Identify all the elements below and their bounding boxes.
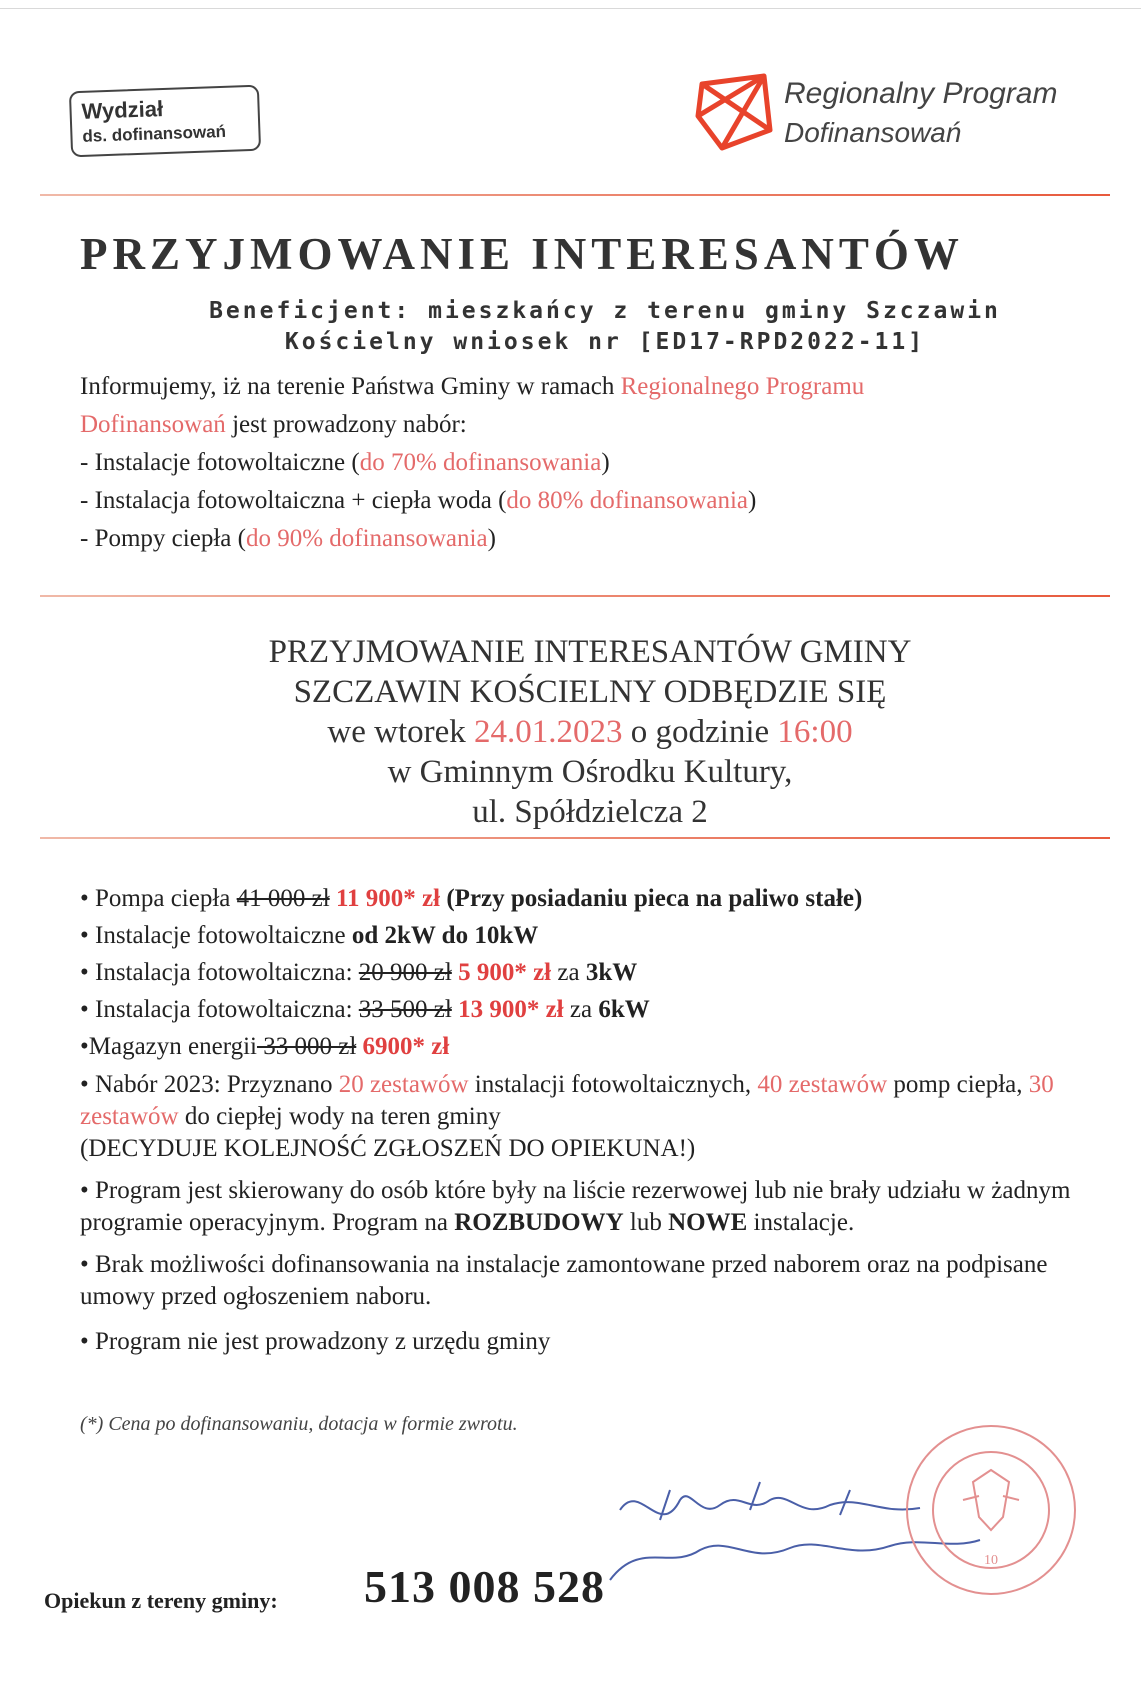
beneficiary-line-1: Beneficjent: mieszkańcy z terenu gminy Szczawin xyxy=(209,298,1001,324)
scan-edge xyxy=(0,8,1141,9)
not-from-office-note: • Program nie jest prowadzony z urzędu gminy xyxy=(80,1328,551,1355)
stamp-line-1: Wydział xyxy=(81,96,164,124)
offer-item: • Instalacja fotowoltaiczna: 20 900 zł 5 900* zł za 3kW xyxy=(80,959,638,986)
meeting-line-3: we wtorek 24.01.2023 o godzinie 16:00 xyxy=(327,714,853,750)
nabor-note: (DECYDUJE KOLEJNOŚĆ ZGŁOSZEŃ DO OPIEKUNA!) xyxy=(80,1135,696,1162)
divider xyxy=(40,595,1110,597)
intro-text-2: jest prowadzony nabór: xyxy=(225,411,467,438)
logo-line-1: Regionalny Program xyxy=(784,77,1058,110)
logo-line-2: Dofinansowań xyxy=(784,117,962,148)
program-logo-text xyxy=(784,74,1057,152)
no-funding-note: • Brak możliwości dofinansowania na instalacje zamontowane przed naborem oraz na podpisane umowy przed ogłoszeniem naboru. xyxy=(80,1251,1048,1310)
meeting-info xyxy=(140,632,1040,832)
page-title: PRZYJMOWANIE INTERESANTÓW xyxy=(80,229,964,279)
program-note: • Program jest skierowany do osób które były na liście rezerwowej lub nie brały udziału w żadnym programie operacyjnym. Program na ROZBUDOWY lub NOWE instalacje. xyxy=(80,1177,1071,1236)
contact-label: Opiekun z tereny gminy: xyxy=(44,1588,278,1613)
offer-item: •Magazyn energii 33 000 zł 6900* zł xyxy=(80,1033,450,1060)
offer-item: • Instalacje fotowoltaiczne od 2kW do 10kW xyxy=(80,922,539,949)
meeting-address: ul. Spółdzielcza 2 xyxy=(472,794,708,830)
divider xyxy=(40,194,1110,196)
meeting-date: 24.01.2023 xyxy=(474,714,623,750)
offer-item: • Pompa ciepła 41 000 zł 11 900* zł (Przy posiadaniu pieca na paliwo stałe) xyxy=(80,885,863,912)
meeting-line-2: SZCZAWIN KOŚCIELNY ODBĘDZIE SIĘ xyxy=(293,674,887,710)
nabor-info: • Nabór 2023: Przyznano 20 zestawów instalacji fotowoltaicznych, 40 zestawów pomp ciepła, 30 zestawów do ciepłej wody na teren gminy xyxy=(80,1071,1054,1130)
contact-phone: 513 008 528 xyxy=(364,1561,605,1612)
meeting-time: 16:00 xyxy=(777,714,853,750)
beneficiary-text xyxy=(130,296,1080,358)
intro-item: - Instalacje fotowoltaiczne (do 70% dofinansowania) xyxy=(80,449,610,476)
intro-item: - Instalacja fotowoltaiczna + ciepła woda (do 80% dofinansowania) xyxy=(80,487,757,514)
program-name-2: Dofinansowań xyxy=(80,411,226,438)
round-seal-icon xyxy=(903,1422,1079,1598)
program-name-1: Regionalnego Programu xyxy=(620,373,865,400)
meeting-line-1: PRZYJMOWANIE INTERESANTÓW GMINY xyxy=(268,634,912,670)
department-stamp xyxy=(69,85,261,158)
offer-list xyxy=(80,880,1120,1360)
intro-item: - Pompy ciepła (do 90% dofinansowania) xyxy=(80,525,496,552)
beneficiary-line-2: Kościelny wniosek nr [ED17-RPD2022-11] xyxy=(284,329,926,355)
seal-number: 10 xyxy=(984,1553,998,1568)
stamp-line-2: ds. dofinansowań xyxy=(82,121,227,146)
intro-text: Informujemy, iż na terenie Państwa Gminy w ramach xyxy=(80,373,621,400)
intro-paragraph xyxy=(80,368,1120,558)
meeting-place: w Gminnym Ośrodku Kultury, xyxy=(387,754,793,790)
divider xyxy=(40,837,1110,839)
footnote: (*) Cena po dofinansowaniu, dotacja w formie zwrotu. xyxy=(80,1413,518,1435)
program-logo-icon xyxy=(692,70,776,154)
offer-item: • Instalacja fotowoltaiczna: 33 500 zł 13 900* zł za 6kW xyxy=(80,996,650,1023)
